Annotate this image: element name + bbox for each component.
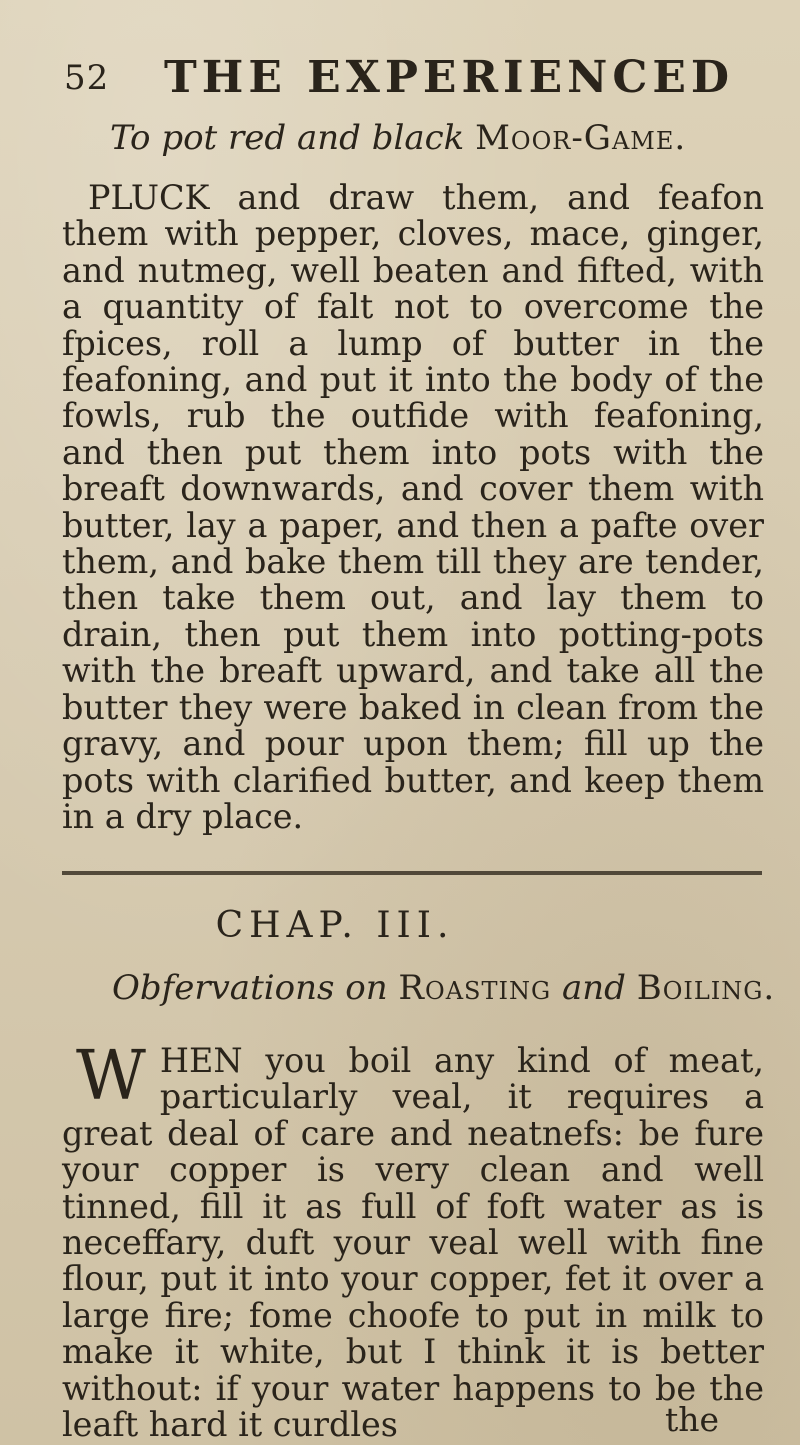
drop-cap: W	[76, 1037, 146, 1116]
chapter-subtitle	[112, 968, 776, 1008]
subtitle-and: and	[561, 968, 626, 1008]
recipe-paragraph: PLUCK and draw them, and feafon them with pepper, cloves, mace, ginger, and nutmeg, well beaten and fifted, with a quantity of falt not to overcome the fpices, roll a lump of butter in the feafoning, and put it into the body of the fowls, rub the outfide with feafoning, and then put them into pots with the breaft downwards, and cover them with butter, lay a paper, and then a pafte over them, and bake them till they are tender, then take them out, and lay them to drain, then put them into potting-pots with the breaft upward, and take all the butter they were baked in clean from the gravy, and pour upon them; fill up the pots with clarified butter, and keep them in a dry place.	[62, 178, 764, 836]
catchword: the	[665, 1400, 720, 1439]
recipe-title	[110, 118, 710, 158]
section-divider	[62, 871, 762, 875]
subtitle-boiling: Boiling.	[636, 968, 776, 1008]
subtitle-prefix: Obfervations on	[112, 968, 388, 1008]
recipe-title-prefix: To pot red and black	[110, 118, 465, 158]
page-header	[64, 52, 744, 102]
chapter-paragraph-text: HEN you boil any kind of meat, particularly veal, it requires a great deal of care and neatnefs: be fure your copper is very clean and well tinned, fill it as full of foft water as is neceffary, duft your veal well with fine flour, put it into your copper, fet it over a large fire; fome choofe to put in milk to make it white, but I think it is better without: if your water happens to be the leaft hard it curdles	[62, 1041, 764, 1445]
chapter-heading-text: CHAP. III.	[215, 905, 455, 946]
chapter-heading	[0, 905, 800, 946]
recipe-title-caps: Moor-Game.	[475, 118, 687, 158]
page-number: 52	[64, 58, 110, 98]
subtitle-roasting: Roasting	[398, 968, 552, 1008]
chapter-paragraph	[62, 1037, 764, 1445]
running-head: THE EXPERIENCED	[164, 52, 735, 103]
